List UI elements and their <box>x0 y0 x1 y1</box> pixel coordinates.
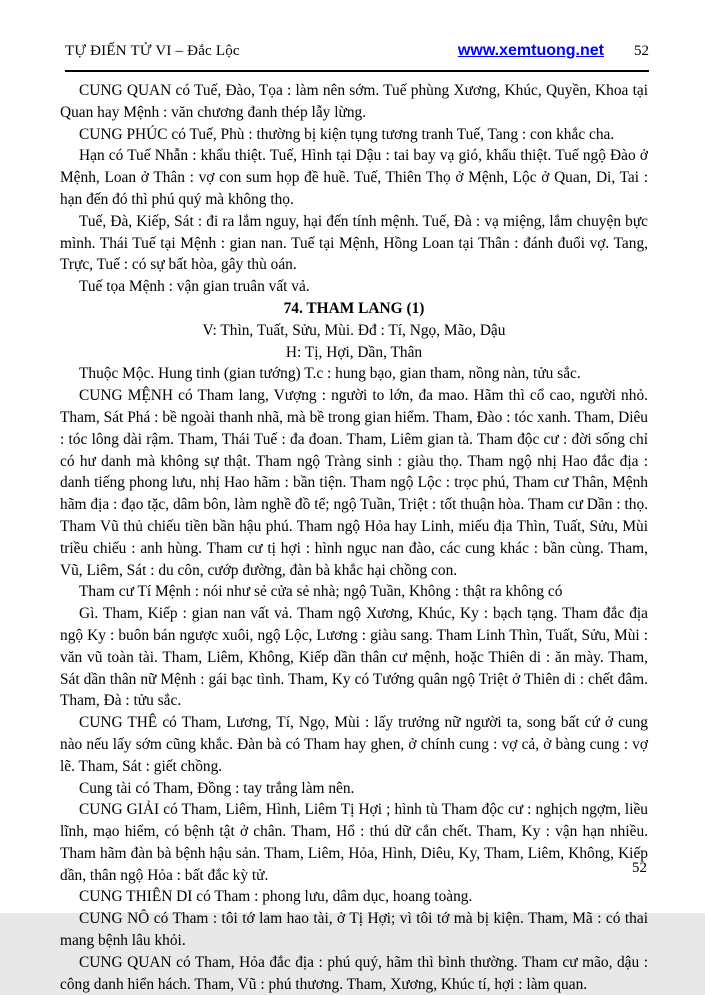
header-divider <box>65 70 649 72</box>
paragraph: Tham cư Tí Mệnh : nói như sẻ cửa sẻ nhà; ngộ Tuần, Không : thật ra không có <box>79 583 563 601</box>
paragraph: CUNG QUAN có Tuế, Đào, Tọa : làm nên sớm. Tuế phùng Xương, Khúc, Quyền, Khoa tại Quan hay Mệnh : văn chương đanh thép lẫy lừng. <box>60 82 648 121</box>
paragraph: CUNG THÊ có Tham, Lương, Tí, Ngọ, Mùi : lấy trưởng nữ người ta, song bất cứ ở cung nào nếu lấy sớm cũng khắc. Đàn bà có Tham hay ghen, ở chính cung : vợ cả, ở bàng cung : vợ lẽ. Tham, Sát : giết chồng. <box>60 714 648 775</box>
paragraph: CUNG THIÊN DI có Tham : phong lưu, dâm dục, hoang toàng. <box>79 888 473 906</box>
paragraph: Gì. Tham, Kiếp : gian nan vất vả. Tham ngộ Xương, Khúc, Ky : bạch tạng. Tham đắc địa ngộ Ky : buôn bán ngược xuôi, ngộ Lộc, Lương : giàu sang. Tham Linh Thìn, Tuất, Sửu, Mùi : văn vũ toàn tài. Tham, Liêm, Không, Kiếp dần thân cư mệnh, hoặc Thiên di : ăn mày. Tham, Sát dần thân nữ Mệnh : gái bạc tình. Tham, Ky có Tướng quân ngộ Triệt ở Thiên di : chết đâm. Tham, Đà : tửu sắc. <box>60 605 648 710</box>
header-right-group <box>458 42 649 60</box>
paragraph: Thuộc Mộc. Hung tinh (gian tướng) T.c : hung bạo, gian tham, nồng nàn, tửu sắc. <box>79 365 581 383</box>
header-title: TỰ ĐIỂN TỬ VI – Đắc Lộc <box>65 43 240 59</box>
section-subline: H: Tị, Hợi, Dần, Thân <box>285 343 423 361</box>
paragraph: CUNG NÔ có Tham : tôi tớ lam hao tài, ở Tị Hợi; vì tôi tớ mà bị kiện. Tham, Mã : có thai mang bệnh lâu khỏi. <box>60 910 648 950</box>
header-page-number: 52 <box>634 43 649 59</box>
paragraph: CUNG QUAN có Tham, Hỏa đắc địa : phú quý, hãm thì bình thường. Tham cư mão, dậu : công danh hiển hách. Tham, Vũ : phú thương. Tham, Xương, Khúc tí, hợi : làm quan. <box>60 953 648 993</box>
paragraph: Tuế tọa Mệnh : vận gian truân vất vả. <box>79 278 310 296</box>
paragraph: Cung tài có Tham, Đồng : tay trắng làm nên. <box>79 779 355 797</box>
section-heading: 74. THAM LANG (1) <box>283 299 425 317</box>
paragraph: CUNG PHÚC có Tuế, Phù : thường bị kiện tụng tương tranh Tuế, Tang : con khắc cha. <box>79 125 615 143</box>
paragraph: Hạn có Tuế Nhẫn : khẩu thiệt. Tuế, Hình tại Dậu : tai bay vạ gió, khẩu thiệt. Tuế ngộ Đào ở Mệnh, Loan ở Thân : vợ con sum họp đề huề. Tuế, Thiên Thọ ở Mệnh, Lộc ở Quan, Di, Tai : hạn đến đó thì phú quý mà không thọ. <box>60 147 648 208</box>
document-body <box>60 80 648 995</box>
footer-page-number: 52 <box>632 860 647 876</box>
website-link[interactable]: www.xemtuong.net <box>457 42 604 59</box>
page-header <box>65 42 649 60</box>
paragraph: CUNG MỆNH có Tham lang, Vượng : người to lớn, đa mao. Hãm thì cổ cao, người nhỏ. Tham, Sát Phá : bề ngoài thanh nhã, mà bề trong gian hiểm. Tham, Đào : tóc xanh. Tham, Diêu : tóc lông dài rậm. Tham, Thái Tuế : đa đoan. Tham, Liêm gian tà. Tham độc cư : đời sống chỉ có hư danh mà không sự thật. Tham ngộ Tràng sinh : giàu thọ. Tham ngộ nhị Hao đắc địa : danh tiếng phong lưu, nhị Hao hãm : bần tiện. Tham ngộ Lộc : trọc phú, Tham cư Thân, Mệnh hãm địa : đạo tặc, dâm bôn, làm nghề đồ tể; ngộ Tuần, Triệt : tốt thuận hòa. Tham cư Dần : thọ. Tham Vũ thủ chiếu tiền bần hậu phú. Tham ngộ Hỏa hay Linh, miếu địa Thìn, Tuất, Sửu, Mùi triều chiếu : anh hùng. Tham cư tị hợi : hình ngục nan đào, các cung khác : bần cùng. Tham, Vũ, Liêm, Sát : du côn, cướp đường, đàn bà khắc hại chồng con. <box>60 387 648 579</box>
paragraph: Tuế, Đà, Kiếp, Sát : đi ra lắm nguy, hại đến tính mệnh. Tuế, Đà : vạ miệng, lắm chuyện bực mình. Thái Tuế tại Mệnh : gian nan. Tuế tại Mệnh, Hồng Loan tại Thân : đánh đuổi vợ. Tang, Trực, Tuế : có sự bất hòa, gây thù oán. <box>60 212 648 274</box>
section-subline: V: Thìn, Tuất, Sửu, Mùi. Đđ : Tí, Ngọ, Mão, Dậu <box>202 321 506 339</box>
paragraph: CUNG GIẢI có Tham, Liêm, Hình, Liêm Tị Hợi ; hình tù Tham độc cư : nghịch ngợm, liều lĩnh, mạo hiểm, có bệnh tật ở chân. Tham, Hổ : thú dữ cắn chết. Tham, Ky : vận hạn nhiều. Tham hãm đàn bà bệnh hậu sản. Tham, Liêm, Hỏa, Hình, Diêu, Ky, Tham, Liêm, Không, Kiếp dần, thân ngộ Hỏa : bất đắc kỳ tử. <box>60 801 648 884</box>
